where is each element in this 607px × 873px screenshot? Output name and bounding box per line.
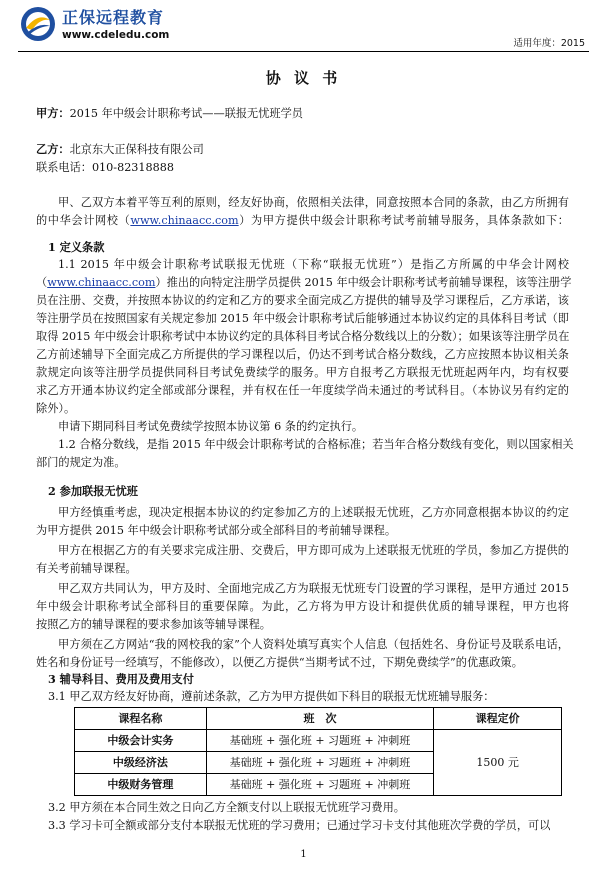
section-1 bbox=[36, 238, 574, 472]
table-header: 课程名称 bbox=[75, 708, 207, 730]
table-row bbox=[75, 730, 562, 752]
section-2 bbox=[36, 482, 569, 672]
header-divider bbox=[18, 51, 589, 52]
body-line: 等注册学员在按照国家有关规定参加 2015 年中级会计职称考试后能够通过本协议约定的具体科目考试（即 bbox=[36, 312, 569, 325]
body-line: 甲方经慎重考虑，现决定根据本协议的约定参加乙方的上述联报无忧班，乙方亦同意根据本协议的约定 bbox=[58, 506, 569, 519]
body-line: 甲方须在乙方网站“我的网校我的家”个人资料处填写真实个人信息（包括姓名、身份证号及联系电话， bbox=[58, 638, 569, 651]
party-a-label: 甲方： bbox=[36, 106, 70, 120]
applicable-year: 适用年度：2015 bbox=[513, 38, 585, 49]
body-line: 乙方前述辅导下全面完成乙方所提供的学习课程以后，仍达不到考试合格分数线，乙方应按照本协议相关条 bbox=[36, 348, 569, 361]
body-line: 为甲方提供 2015 年中级会计职称考试部分或全部科目的考前辅导课程。 bbox=[36, 524, 397, 537]
body-line: 部门的规定为准。 bbox=[36, 456, 126, 469]
document-title: 协 议 书 bbox=[265, 69, 342, 87]
intro-line: 的中华会计网校（www.chinaacc.com）为甲方提供中级会计职称考试考前辅导服务，具体条款如下： bbox=[36, 214, 569, 227]
body-line: 款规定向该等注册学员提供同科目考试免费续学的服务。甲方自报考乙方联报无忧班起两年内，均有权要 bbox=[36, 366, 569, 379]
page-header bbox=[0, 0, 607, 56]
body-line: 有关考前辅导课程。 bbox=[36, 562, 137, 575]
table-header: 课程定价 bbox=[434, 708, 562, 730]
body-line: 按照乙方的辅导课程的要求参加该等辅导课程。 bbox=[36, 618, 271, 631]
body-line: 1.1 2015 年中级会计职称考试联报无忧班（下称“联报无忧班”）是指乙方所属的中华会计网校 bbox=[58, 258, 569, 271]
brand-name: 正保远程教育 bbox=[62, 8, 165, 27]
section-3 bbox=[36, 670, 569, 706]
party-b-label: 乙方： bbox=[36, 142, 70, 156]
company-logo bbox=[20, 6, 56, 42]
course-classes: 基础班 + 强化班 + 习题班 + 冲刺班 bbox=[206, 752, 434, 774]
body-line: 甲方在根据乙方的有关要求完成注册、交费后，甲方即可成为上述联报无忧班的学员，参加乙方提供的 bbox=[58, 544, 569, 557]
body-line: 求乙方开通本协议约定全部或部分课程，并有权在任一年度续学尚未通过的考试科目。（本协议另有约定的 bbox=[36, 384, 569, 397]
table-header-row bbox=[75, 708, 562, 730]
section-heading: 3 辅导科目、费用及费用支付 bbox=[48, 672, 194, 686]
section-3-continued bbox=[36, 799, 569, 835]
body-line: 员在注册、交费，并按照本协议的约定和乙方的要求全面完成乙方提供的辅导及学习课程后，乙方承诺，该 bbox=[36, 294, 569, 307]
course-price: 1500 元 bbox=[434, 730, 562, 796]
intro-paragraph bbox=[36, 194, 569, 230]
course-name: 中级经济法 bbox=[75, 752, 207, 774]
section-heading: 2 参加联报无忧班 bbox=[48, 484, 138, 498]
intro-line: 甲、乙双方本着平等互利的原则，经友好协商，依照相关法律，同意按照本合同的条款，由乙方所拥有 bbox=[58, 196, 569, 209]
table-header: 班 次 bbox=[206, 708, 434, 730]
section-heading: 1 定义条款 bbox=[48, 240, 105, 254]
body-line: 3.3 学习卡可全额或部分支付本联报无忧班的学习费用；已通过学习卡支付其他班次学费的学员，可以 bbox=[48, 819, 551, 832]
page-number: 1 bbox=[300, 849, 307, 860]
fee-table bbox=[74, 707, 562, 796]
party-b bbox=[36, 140, 569, 177]
body-line: （www.chinaacc.com）推出的向特定注册学员提供 2015 年中级会计职称考试考前辅导课程，该等注册学 bbox=[36, 276, 572, 289]
course-name: 中级财务管理 bbox=[75, 774, 207, 796]
body-line: 除外）。 bbox=[36, 402, 76, 415]
body-line: 3.2 甲方须在本合同生效之日向乙方全额支付以上联报无忧班学习费用。 bbox=[48, 801, 405, 814]
site-url[interactable]: www.cdeledu.com bbox=[62, 29, 170, 41]
party-b-value: 北京东大正保科技有限公司 bbox=[69, 143, 204, 156]
party-a bbox=[36, 104, 569, 123]
body-line: 甲乙双方共同认为，甲方及时、全面地完成乙方为联报无忧班专门设置的学习课程，是甲方通过 2015 bbox=[58, 582, 569, 595]
body-line: 1.2 合格分数线，是指 2015 年中级会计职称考试的合格标准；若当年合格分数线有变化，则以国家相关 bbox=[58, 438, 574, 451]
chinaacc-link[interactable]: www.chinaacc.com bbox=[130, 214, 239, 227]
body-line: 年中级会计职称考试全部科目的重要保障。为此，乙方将为甲方设计和提供优质的辅导课程，甲方也将 bbox=[36, 600, 569, 613]
body-line: 姓名和身份证号一经填写，不能修改），以便乙方提供“当期考试不过，下期免费续学”的优惠政策。 bbox=[36, 656, 523, 669]
body-line: 取得 2015 年中级会计职称考试中本协议约定的具体科目考试合格分数线以上的分数）；如果该等注册学员在 bbox=[36, 330, 570, 343]
chinaacc-link[interactable]: www.chinaacc.com bbox=[47, 276, 156, 289]
body-line: 申请下期同科目考试免费续学按照本协议第 6 条的约定执行。 bbox=[58, 420, 364, 433]
party-a-value: 2015 年中级会计职称考试——联报无忧班学员 bbox=[69, 107, 303, 120]
course-classes: 基础班 + 强化班 + 习题班 + 冲刺班 bbox=[206, 774, 434, 796]
body-line: 3.1 甲乙双方经友好协商，遵前述条款，乙方为甲方提供如下科目的联报无忧班辅导服务： bbox=[48, 690, 495, 703]
party-b-phone: 联系电话：010-82318888 bbox=[36, 161, 175, 174]
course-classes: 基础班 + 强化班 + 习题班 + 冲刺班 bbox=[206, 730, 434, 752]
course-name: 中级会计实务 bbox=[75, 730, 207, 752]
